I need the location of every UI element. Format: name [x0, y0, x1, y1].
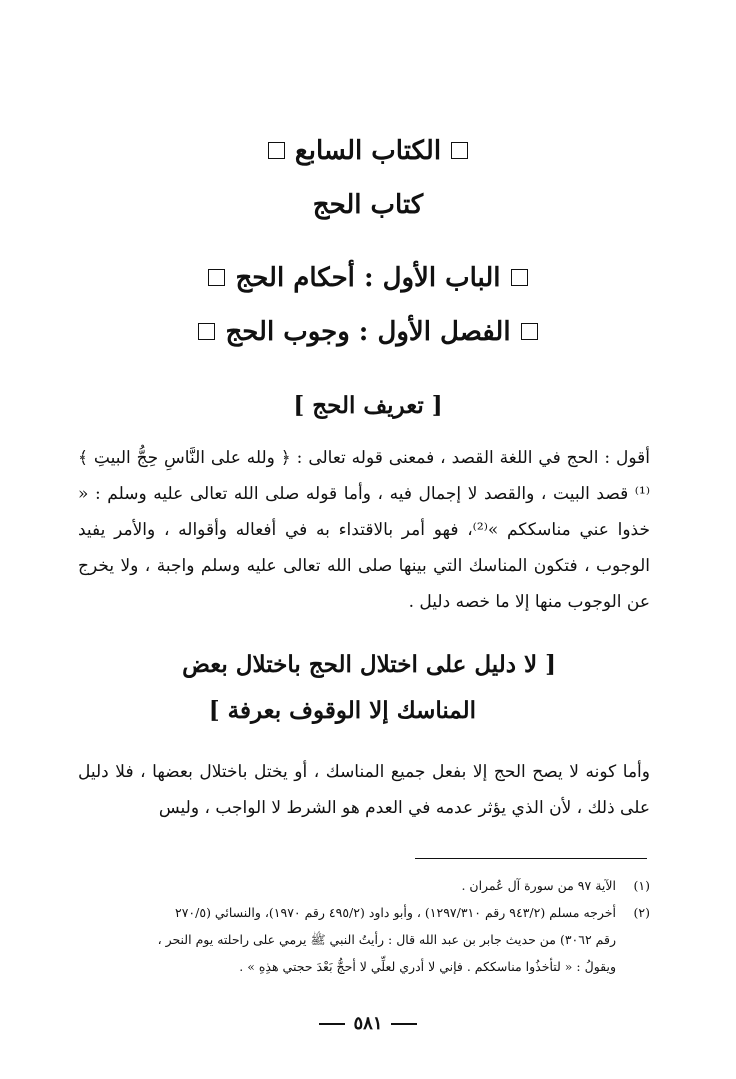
- footnote-number: (١): [633, 878, 650, 893]
- square-ornament-icon: [198, 323, 215, 340]
- footnote-text: أخرجه مسلم (٩٤٣/٢ رقم ١٢٩٧/٣١٠) ، وأبو داود (٤٩٥/٢ رقم ١٩٧٠)، والنسائي (٢٧٠/٥: [175, 905, 616, 920]
- square-ornament-icon: [208, 269, 225, 286]
- book-heading: [60, 131, 676, 171]
- footnote-1: [68, 872, 650, 899]
- footnote-2-line-3: ويقولُ : « لتأخذُوا مناسككم . فإني لا أدري لعلِّي لا أحجُّ بَعْدَ حجتي هذِهِ » .: [239, 959, 616, 974]
- paragraph-definition: [78, 440, 650, 620]
- footnote-separator: [415, 858, 647, 859]
- book-heading-text: الكتاب السابع: [294, 136, 442, 166]
- paragraph-text: أقول : الحج في اللغة القصد ، فمعنى قوله تعالى : ﴿ ولله على النَّاسِ حِجُّ البيتِ ﴾⁽¹⁾ قصد البيت ، والقصد لا إجمال فيه ، وأما قوله صلى الله تعالى عليه وسلم : « خذوا عني مناسككم »⁽²⁾، فهو أمر بالاقتداء به في أفعاله وأقواله ، والأمر يفيد الوجوب ، فتكون المناسك التي بينها صلى الله تعالى عليه وسلم واجبة ، ولا يخرج عن الوجوب منها إلا ما خصه دليل .: [78, 448, 650, 612]
- square-ornament-icon: [268, 142, 285, 159]
- page-number: [0, 1011, 736, 1037]
- footnote-2: [68, 899, 650, 926]
- evidence-subheading-line2: المناسك إلا الوقوف بعرفة ]: [208, 697, 476, 724]
- section-heading-text: الفصل الأول : وجوب الحج: [225, 317, 511, 347]
- dash-ornament: [319, 1023, 345, 1025]
- definition-subheading: [ تعريف الحج ]: [293, 392, 443, 419]
- section-heading: [60, 312, 676, 352]
- chapter-heading-text: الباب الأول : أحكام الحج: [235, 263, 501, 293]
- square-ornament-icon: [521, 323, 538, 340]
- dash-ornament: [391, 1023, 417, 1025]
- footnote-number: (٢): [633, 905, 650, 920]
- chapter-heading: [60, 258, 676, 298]
- footnotes: [68, 872, 650, 980]
- page-number-text: ٥٨١: [353, 1013, 383, 1034]
- square-ornament-icon: [511, 269, 528, 286]
- square-ornament-icon: [451, 142, 468, 159]
- footnote-2-line-2: رقم ٣٠٦٢) من حديث جابر بن عبد الله قال : رأيتُ النبي ﷺ يرمي على راحلته يوم النحر ،: [157, 932, 616, 947]
- paragraph-text: وأما كونه لا يصح الحج إلا بفعل جميع المناسك ، أو يختل باختلال بعضها ، فلا دليل على ذلك ، لأن الذي يؤثر عدمه في العدم هو الشرط لا الواجب ، وليس: [78, 762, 650, 818]
- book-title: كتاب الحج: [312, 190, 424, 220]
- evidence-subheading-line1: [ لا دليل على اختلال الحج باختلال بعض: [182, 651, 556, 678]
- footnote-text: الآية ٩٧ من سورة آل عُمران .: [461, 878, 616, 893]
- paragraph-rites: [78, 754, 650, 826]
